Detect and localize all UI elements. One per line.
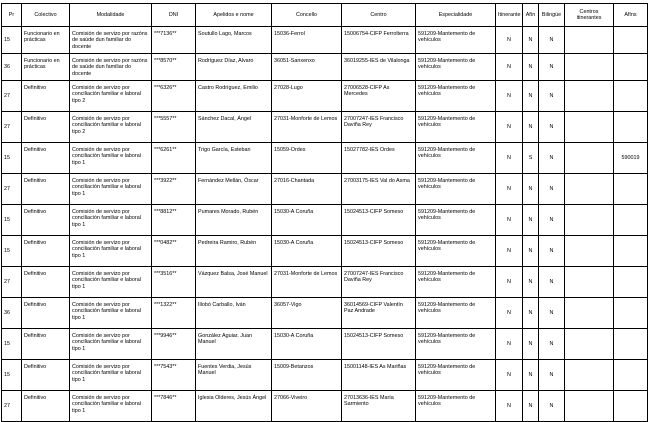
header-afin: Afín xyxy=(523,4,539,27)
cell-nome: Illobó Carballo, Iván xyxy=(196,298,272,329)
cell-nome: Rodríguez Díaz, Alvaro xyxy=(196,54,272,81)
cell-modalidade: Comisión de servizo por conciliación familiar e laboral tipo 1 xyxy=(70,391,152,422)
cell-colectivo: Funcionario en prácticas xyxy=(22,27,70,54)
cell-afins xyxy=(614,236,648,267)
cell-concello: 15030-A Coruña xyxy=(272,205,342,236)
cell-itinerante: N xyxy=(496,329,523,360)
cell-centros-itinerantes xyxy=(565,205,614,236)
cell-afins xyxy=(614,298,648,329)
cell-modalidade: Comisión de servizo por conciliación familiar e laboral tipo 1 xyxy=(70,174,152,205)
header-modalidade: Modalidade xyxy=(70,4,152,27)
cell-itinerante: N xyxy=(496,360,523,391)
cell-itinerante: N xyxy=(496,236,523,267)
header-row xyxy=(2,4,648,27)
cell-pr: 15 xyxy=(2,360,22,391)
cell-afins: 590019 xyxy=(614,143,648,174)
cell-pr: 27 xyxy=(2,112,22,143)
table-row xyxy=(2,54,648,81)
cell-nome: Soutullo Lago, Marcos xyxy=(196,27,272,54)
cell-centros-itinerantes xyxy=(565,27,614,54)
cell-afins xyxy=(614,27,648,54)
cell-pr: 27 xyxy=(2,81,22,112)
cell-itinerante: N xyxy=(496,298,523,329)
cell-centro: 27003175-IES Val do Asma xyxy=(342,174,416,205)
cell-centro: 15024513-CIFP Someso xyxy=(342,329,416,360)
cell-nome: Fernández Mellán, Óscar xyxy=(196,174,272,205)
cell-centros-itinerantes xyxy=(565,236,614,267)
cell-especialidade: 591209-Mantemento de vehículos xyxy=(416,27,496,54)
cell-bilingue: N xyxy=(539,298,565,329)
cell-colectivo: Definitivo xyxy=(22,112,70,143)
cell-concello: 27031-Monforte de Lemos xyxy=(272,267,342,298)
cell-modalidade: Comisión de servizo por conciliación familiar e laboral tipo 2 xyxy=(70,112,152,143)
cell-dni: ***8812** xyxy=(152,205,196,236)
cell-concello: 36057-Vigo xyxy=(272,298,342,329)
cell-nome: Iglesia Olderes, Jesús Ángel xyxy=(196,391,272,422)
cell-pr: 27 xyxy=(2,267,22,298)
cell-afin: N xyxy=(523,329,539,360)
cell-bilingue: N xyxy=(539,236,565,267)
cell-itinerante: N xyxy=(496,54,523,81)
cell-itinerante: N xyxy=(496,112,523,143)
cell-especialidade: 591209-Mantemento de vehículos xyxy=(416,391,496,422)
table-row xyxy=(2,143,648,174)
table-row xyxy=(2,391,648,422)
cell-dni: ***3516** xyxy=(152,267,196,298)
cell-afin: N xyxy=(523,391,539,422)
cell-colectivo: Definitivo xyxy=(22,81,70,112)
cell-concello: 15059-Ordes xyxy=(272,143,342,174)
table-row xyxy=(2,360,648,391)
cell-colectivo: Definitivo xyxy=(22,267,70,298)
cell-centros-itinerantes xyxy=(565,112,614,143)
cell-centros-itinerantes xyxy=(565,360,614,391)
cell-dni: ***3922** xyxy=(152,174,196,205)
cell-concello: 27031-Monforte de Lemos xyxy=(272,112,342,143)
cell-modalidade: Comisión de servizo por razóns de saúde dun familiar do docente xyxy=(70,27,152,54)
cell-nome: Fuentes Verdia, Jesús Manuel xyxy=(196,360,272,391)
cell-modalidade: Comisión de servizo por conciliación familiar e laboral tipo 1 xyxy=(70,267,152,298)
cell-afins xyxy=(614,54,648,81)
cell-itinerante: N xyxy=(496,81,523,112)
cell-centro: 27007247-IES Francisco Daviña Rey xyxy=(342,112,416,143)
header-bilingue: Bilingüe xyxy=(539,4,565,27)
cell-colectivo: Funcionario en prácticas xyxy=(22,54,70,81)
cell-colectivo: Definitivo xyxy=(22,298,70,329)
cell-colectivo: Definitivo xyxy=(22,236,70,267)
cell-especialidade: 591209-Mantemento de vehículos xyxy=(416,329,496,360)
cell-centros-itinerantes xyxy=(565,267,614,298)
cell-dni: ***7136** xyxy=(152,27,196,54)
cell-centro: 36019255-IES de Vilalonga xyxy=(342,54,416,81)
cell-bilingue: N xyxy=(539,174,565,205)
table-row xyxy=(2,298,648,329)
cell-especialidade: 591209-Mantemento de vehículos xyxy=(416,81,496,112)
cell-centro: 27006528-CIFP As Mercedes xyxy=(342,81,416,112)
cell-concello: 15009-Betanzos xyxy=(272,360,342,391)
cell-nome: Castro Rodríguez, Emilio xyxy=(196,81,272,112)
cell-bilingue: N xyxy=(539,81,565,112)
cell-pr: 15 xyxy=(2,236,22,267)
cell-centro: 27007247-IES Francisco Daviña Rey xyxy=(342,267,416,298)
table-row xyxy=(2,205,648,236)
cell-itinerante: N xyxy=(496,391,523,422)
header-apelidos-nome: Apelidos e nome xyxy=(196,4,272,27)
cell-bilingue: N xyxy=(539,143,565,174)
cell-colectivo: Definitivo xyxy=(22,174,70,205)
cell-concello: 15030-A Coruña xyxy=(272,329,342,360)
cell-centros-itinerantes xyxy=(565,174,614,205)
cell-afin: N xyxy=(523,360,539,391)
cell-centros-itinerantes xyxy=(565,329,614,360)
cell-itinerante: N xyxy=(496,267,523,298)
cell-especialidade: 591209-Mantemento de vehículos xyxy=(416,54,496,81)
table-row xyxy=(2,112,648,143)
cell-bilingue: N xyxy=(539,205,565,236)
cell-modalidade: Comisión de servizo por conciliación familiar e laboral tipo 1 xyxy=(70,143,152,174)
header-concello: Concello xyxy=(272,4,342,27)
header-dni: DNI xyxy=(152,4,196,27)
cell-nome: Pumares Morado, Rubén xyxy=(196,205,272,236)
cell-modalidade: Comisión de servizo por conciliación familiar e laboral tipo 1 xyxy=(70,205,152,236)
cell-afin: N xyxy=(523,236,539,267)
cell-pr: 27 xyxy=(2,174,22,205)
cell-afins xyxy=(614,329,648,360)
cell-dni: ***0482** xyxy=(152,236,196,267)
table-row xyxy=(2,236,648,267)
cell-itinerante: N xyxy=(496,143,523,174)
cell-afin: N xyxy=(523,174,539,205)
header-centro: Centro xyxy=(342,4,416,27)
header-colectivo: Colectivo xyxy=(22,4,70,27)
cell-concello: 36051-Sanxenxo xyxy=(272,54,342,81)
cell-modalidade: Comisión de servizo por razóns de saúde dun familiar do docente xyxy=(70,54,152,81)
cell-dni: ***1322** xyxy=(152,298,196,329)
cell-nome: Sánchez Dacal, Ángel xyxy=(196,112,272,143)
cell-afins xyxy=(614,112,648,143)
cell-afin: S xyxy=(523,143,539,174)
cell-pr: 15 xyxy=(2,27,22,54)
header-pr: Pr xyxy=(2,4,22,27)
table-body xyxy=(2,27,648,422)
cell-afin: N xyxy=(523,112,539,143)
cell-bilingue: N xyxy=(539,391,565,422)
cell-centro: 15024513-CIFP Someso xyxy=(342,205,416,236)
cell-especialidade: 591209-Mantemento de vehículos xyxy=(416,360,496,391)
cell-afins xyxy=(614,267,648,298)
cell-especialidade: 591209-Mantemento de vehículos xyxy=(416,298,496,329)
assignments-table xyxy=(1,3,648,422)
cell-centro: 15001148-IES As Mariñas xyxy=(342,360,416,391)
cell-nome: González Aguiar, Juan Manuel xyxy=(196,329,272,360)
cell-centros-itinerantes xyxy=(565,81,614,112)
cell-afins xyxy=(614,81,648,112)
cell-bilingue: N xyxy=(539,54,565,81)
cell-nome: Vázquez Balsa, José Manuel xyxy=(196,267,272,298)
cell-especialidade: 591209-Mantemento de vehículos xyxy=(416,236,496,267)
table-row xyxy=(2,174,648,205)
cell-especialidade: 591209-Mantemento de vehículos xyxy=(416,143,496,174)
cell-afin: N xyxy=(523,27,539,54)
cell-bilingue: N xyxy=(539,267,565,298)
cell-bilingue: N xyxy=(539,112,565,143)
cell-dni: ***6261** xyxy=(152,143,196,174)
cell-afin: N xyxy=(523,205,539,236)
cell-dni: ***6326** xyxy=(152,81,196,112)
cell-afins xyxy=(614,391,648,422)
cell-afin: N xyxy=(523,267,539,298)
cell-concello: 15030-A Coruña xyxy=(272,236,342,267)
cell-dni: ***5557** xyxy=(152,112,196,143)
cell-modalidade: Comisión de servizo por conciliación familiar e laboral tipo 1 xyxy=(70,236,152,267)
cell-especialidade: 591209-Mantemento de vehículos xyxy=(416,112,496,143)
cell-bilingue: N xyxy=(539,329,565,360)
cell-colectivo: Definitivo xyxy=(22,391,70,422)
cell-modalidade: Comisión de servizo por conciliación familiar e laboral tipo 2 xyxy=(70,81,152,112)
cell-itinerante: N xyxy=(496,205,523,236)
cell-especialidade: 591209-Mantemento de vehículos xyxy=(416,267,496,298)
cell-centros-itinerantes xyxy=(565,143,614,174)
cell-bilingue: N xyxy=(539,360,565,391)
cell-afins xyxy=(614,205,648,236)
cell-dni: ***8570** xyxy=(152,54,196,81)
cell-modalidade: Comisión de servizo por conciliación familiar e laboral tipo 1 xyxy=(70,360,152,391)
cell-pr: 15 xyxy=(2,329,22,360)
cell-concello: 15036-Ferrol xyxy=(272,27,342,54)
cell-dni: ***7846** xyxy=(152,391,196,422)
cell-pr: 36 xyxy=(2,298,22,329)
table-row xyxy=(2,27,648,54)
cell-nome: Pedreira Ramiro, Rubén xyxy=(196,236,272,267)
cell-especialidade: 591209-Mantemento de vehículos xyxy=(416,174,496,205)
cell-itinerante: N xyxy=(496,27,523,54)
cell-centro: 15006754-CIFP Ferrolterra xyxy=(342,27,416,54)
table-row xyxy=(2,81,648,112)
cell-centros-itinerantes xyxy=(565,54,614,81)
cell-centro: 36014569-CIFP Valentín Paz Andrade xyxy=(342,298,416,329)
cell-itinerante: N xyxy=(496,174,523,205)
cell-concello: 27066-Viveiro xyxy=(272,391,342,422)
cell-pr: 15 xyxy=(2,205,22,236)
cell-afins xyxy=(614,174,648,205)
cell-concello: 27028-Lugo xyxy=(272,81,342,112)
cell-centro: 27013636-IES María Sarmiento xyxy=(342,391,416,422)
cell-nome: Trigo García, Esteban xyxy=(196,143,272,174)
cell-colectivo: Definitivo xyxy=(22,329,70,360)
cell-dni: ***7543** xyxy=(152,360,196,391)
cell-concello: 27016-Chantada xyxy=(272,174,342,205)
header-afins: Afíns xyxy=(614,4,648,27)
cell-colectivo: Definitivo xyxy=(22,143,70,174)
cell-centros-itinerantes xyxy=(565,298,614,329)
header-itinerante: Itinerante xyxy=(496,4,523,27)
cell-centro: 15027782-IES Ordes xyxy=(342,143,416,174)
cell-pr: 27 xyxy=(2,391,22,422)
cell-centros-itinerantes xyxy=(565,391,614,422)
cell-afin: N xyxy=(523,54,539,81)
cell-pr: 36 xyxy=(2,54,22,81)
assignments-table-wrapper xyxy=(1,3,648,422)
cell-centro: 15024513-CIFP Someso xyxy=(342,236,416,267)
header-centros-itinerantes: Centros itinerantes xyxy=(565,4,614,27)
cell-bilingue: N xyxy=(539,27,565,54)
cell-afin: N xyxy=(523,81,539,112)
cell-afins xyxy=(614,360,648,391)
cell-especialidade: 591209-Mantemento de vehículos xyxy=(416,205,496,236)
cell-colectivo: Definitivo xyxy=(22,360,70,391)
table-row xyxy=(2,267,648,298)
cell-afin: N xyxy=(523,298,539,329)
table-row xyxy=(2,329,648,360)
cell-dni: ***9946** xyxy=(152,329,196,360)
cell-modalidade: Comisión de servizo por conciliación familiar e laboral tipo 1 xyxy=(70,298,152,329)
header-especialidade: Especialidade xyxy=(416,4,496,27)
cell-pr: 15 xyxy=(2,143,22,174)
cell-modalidade: Comisión de servizo por conciliación familiar e laboral tipo 1 xyxy=(70,329,152,360)
cell-colectivo: Definitivo xyxy=(22,205,70,236)
